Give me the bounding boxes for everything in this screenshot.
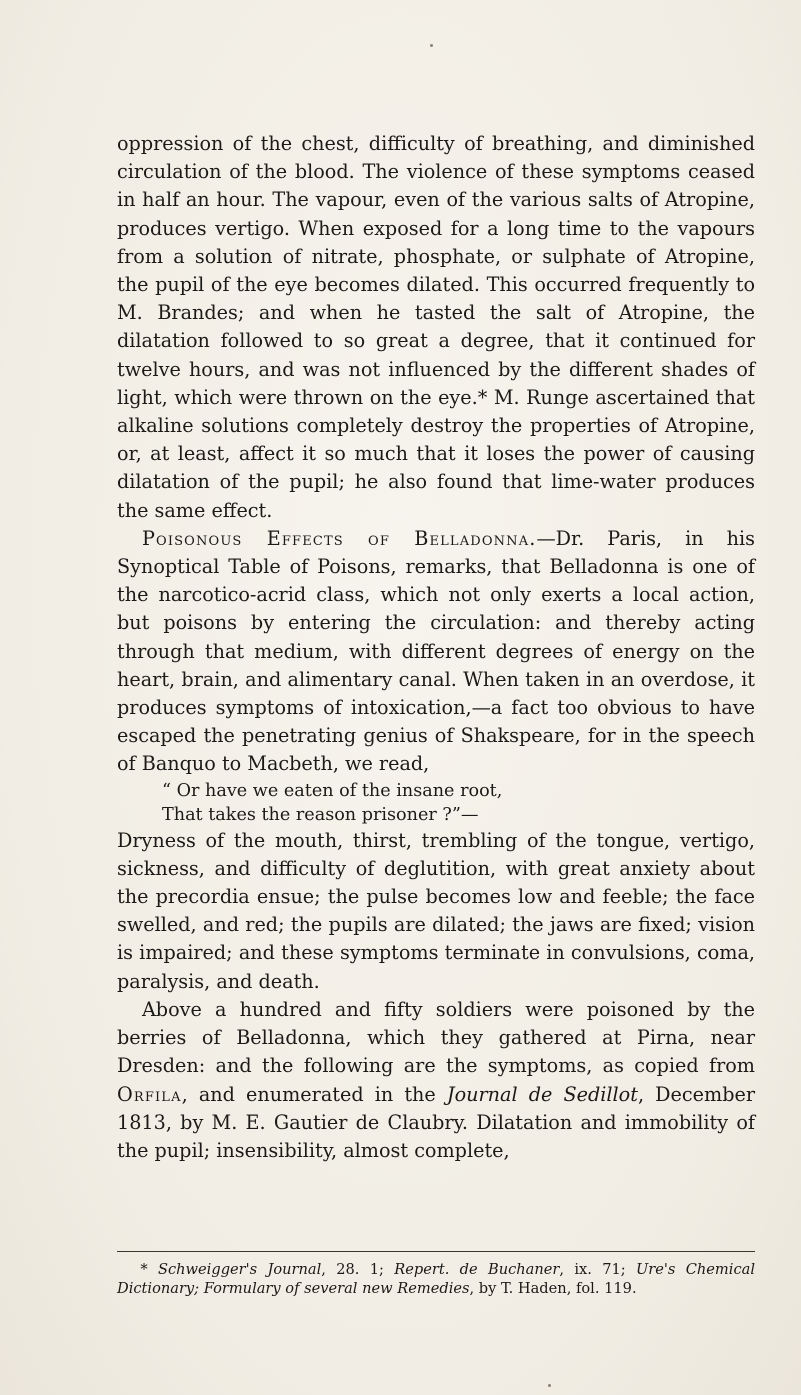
paragraph-poisonous-effects-text: —Dr. Paris, in his Synoptical Table of Poisons, remarks, that Belladonna is one of the narcotico-acrid class, which not only exerts a local action, but poisons by entering the circulation: and thereby acting through that medium, with different degrees of energy on the heart, brain, and alimentary canal. When taken in an overdose, it produces symptoms of intoxication,—a fact too obvious to have escaped the penetrating genius of Shakspeare, for in the speech of Banquo to Macbeth, we read, xyxy=(117,526,755,776)
quote-line-2: That takes the reason prisoner ?”— xyxy=(162,804,479,825)
shakespeare-quote xyxy=(117,779,755,827)
paragraph-poisonous-effects xyxy=(117,525,755,779)
footnote xyxy=(117,1260,755,1298)
footnote-text-2: , ix. 71; xyxy=(559,1261,636,1278)
footnote-source-1: Schweigger's Journal xyxy=(157,1261,322,1278)
paper-speck xyxy=(548,1384,551,1387)
footnote-text xyxy=(117,1260,755,1298)
footnote-text-3: , by T. Haden, fol. 119. xyxy=(469,1280,637,1297)
paragraph-atropine-vapour: oppression of the chest, difficulty of breathing, and diminished circulation of the blood. The violence of these symptoms ceased in half an hour. The vapour, even of the various salts of Atropine, produces vertigo. When exposed for a long time to the vapours from a solution of nitrate, phosphate, or sulphate of Atropine, the pupil of the eye becomes dilated. This occurred frequently to M. Brandes; and when he tasted the salt of Atropine, the dilatation followed to so great a degree, that it continued for twelve hours, and was not influenced by the different shades of light, which were thrown on the eye.* M. Runge ascertained that alkaline solutions completely destroy the properties of Atropine, or, at least, affect it so much that it loses the power of causing dilatation of the pupil; he also found that lime-water produces the same effect. xyxy=(117,132,755,522)
paragraph-symptoms: Dryness of the mouth, thirst, trembling of the tongue, vertigo, sickness, and difficulty of deglutition, with great anxiety about the precordia ensue; the pulse becomes low and feeble; the face swelled, and red; the pupils are dilated; the jaws are fixed; vision is impaired; and these symptoms terminate in convulsions, coma, paralysis, and death. xyxy=(117,828,755,993)
soldiers-text-a: Above a hundred and fifty soldiers were poisoned by the berries of Belladonna, which they gathered at Pirna, near Dresden: and the following are the symptoms, as copied from xyxy=(117,997,755,1078)
footnote-source-3: Ure's Chemical Dictionary; Formulary of several new Remedies xyxy=(117,1261,755,1297)
paragraph-soldiers xyxy=(117,996,755,1165)
footnote-marker: * xyxy=(140,1261,158,1278)
section-heading: Poisonous Effects of Belladonna. xyxy=(141,526,537,550)
footnote-source-2: Repert. de Buchaner xyxy=(394,1261,560,1278)
soldiers-text-c: , December 1813, by M. E. Gautier de Claubry. Dilatation and immobility of the pupil; insensibility, almost complete, xyxy=(117,1082,756,1162)
footnote-rule xyxy=(117,1251,755,1252)
body-text xyxy=(117,130,755,1165)
quote-line-1: “ Or have we eaten of the insane root, xyxy=(162,780,503,801)
footnote-text-1: , 28. 1; xyxy=(321,1261,395,1278)
soldiers-text-b: , and enumerated in the xyxy=(181,1082,447,1106)
paper-speck xyxy=(430,44,433,47)
journal-title: Journal de Sedillot xyxy=(446,1082,638,1106)
author-orfila: Orfila xyxy=(117,1082,182,1106)
